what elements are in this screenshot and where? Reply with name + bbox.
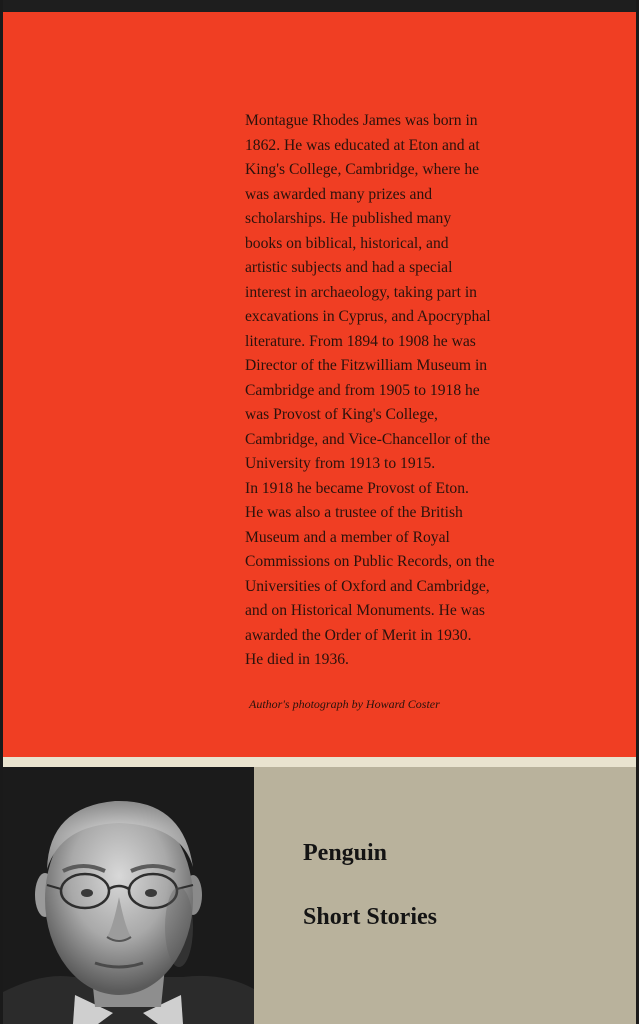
biography-line: interest in archaeology, taking part in: [245, 283, 477, 301]
publisher-name: Penguin: [303, 840, 388, 866]
series-title: Short Stories: [303, 904, 437, 930]
biography-line: was awarded many prizes and: [245, 185, 433, 203]
biography-line: Director of the Fitzwilliam Museum in: [245, 357, 488, 374]
biography-line: Cambridge and from 1905 to 1918 he: [245, 381, 480, 399]
biography-line: Museum and a member of Royal: [245, 528, 450, 546]
biography-line: awarded the Order of Merit in 1930.: [245, 626, 472, 644]
biography-line: King's College, Cambridge, where he: [245, 161, 480, 178]
biography-line: and on Historical Monuments. He was: [245, 602, 485, 619]
biography-line: artistic subjects and had a special: [245, 259, 453, 276]
title-panel: [254, 767, 636, 1024]
biography-line: was Provost of King's College,: [245, 406, 438, 423]
author-biography: [245, 109, 595, 673]
divider-stripe: [3, 757, 636, 767]
photo-credit: Author's photograph by Howard Coster: [249, 697, 440, 711]
biography-line: He died in 1936.: [245, 651, 349, 668]
biography-line: 1862. He was educated at Eton and at: [245, 136, 480, 154]
biography-line: scholarships. He published many: [245, 210, 452, 227]
biography-line: He was also a trustee of the British: [245, 504, 463, 521]
biography-line: Montague Rhodes James was born in: [245, 112, 478, 129]
author-photo: [3, 767, 254, 1024]
biography-line: Cambridge, and Vice-Chancellor of the: [245, 430, 491, 448]
biography-line: In 1918 he became Provost of Eton.: [245, 479, 469, 497]
cover-top-edge: [3, 0, 636, 12]
biography-line: excavations in Cyprus, and Apocryphal: [245, 308, 491, 325]
biography-line: University from 1913 to 1915.: [245, 455, 436, 472]
biography-line: books on biblical, historical, and: [245, 234, 449, 252]
biography-line: literature. From 1894 to 1908 he was: [245, 332, 476, 350]
biography-line: Universities of Oxford and Cambridge,: [245, 577, 490, 595]
biography-line: Commissions on Public Records, on the: [245, 553, 495, 570]
book-back-cover: [3, 0, 636, 1024]
